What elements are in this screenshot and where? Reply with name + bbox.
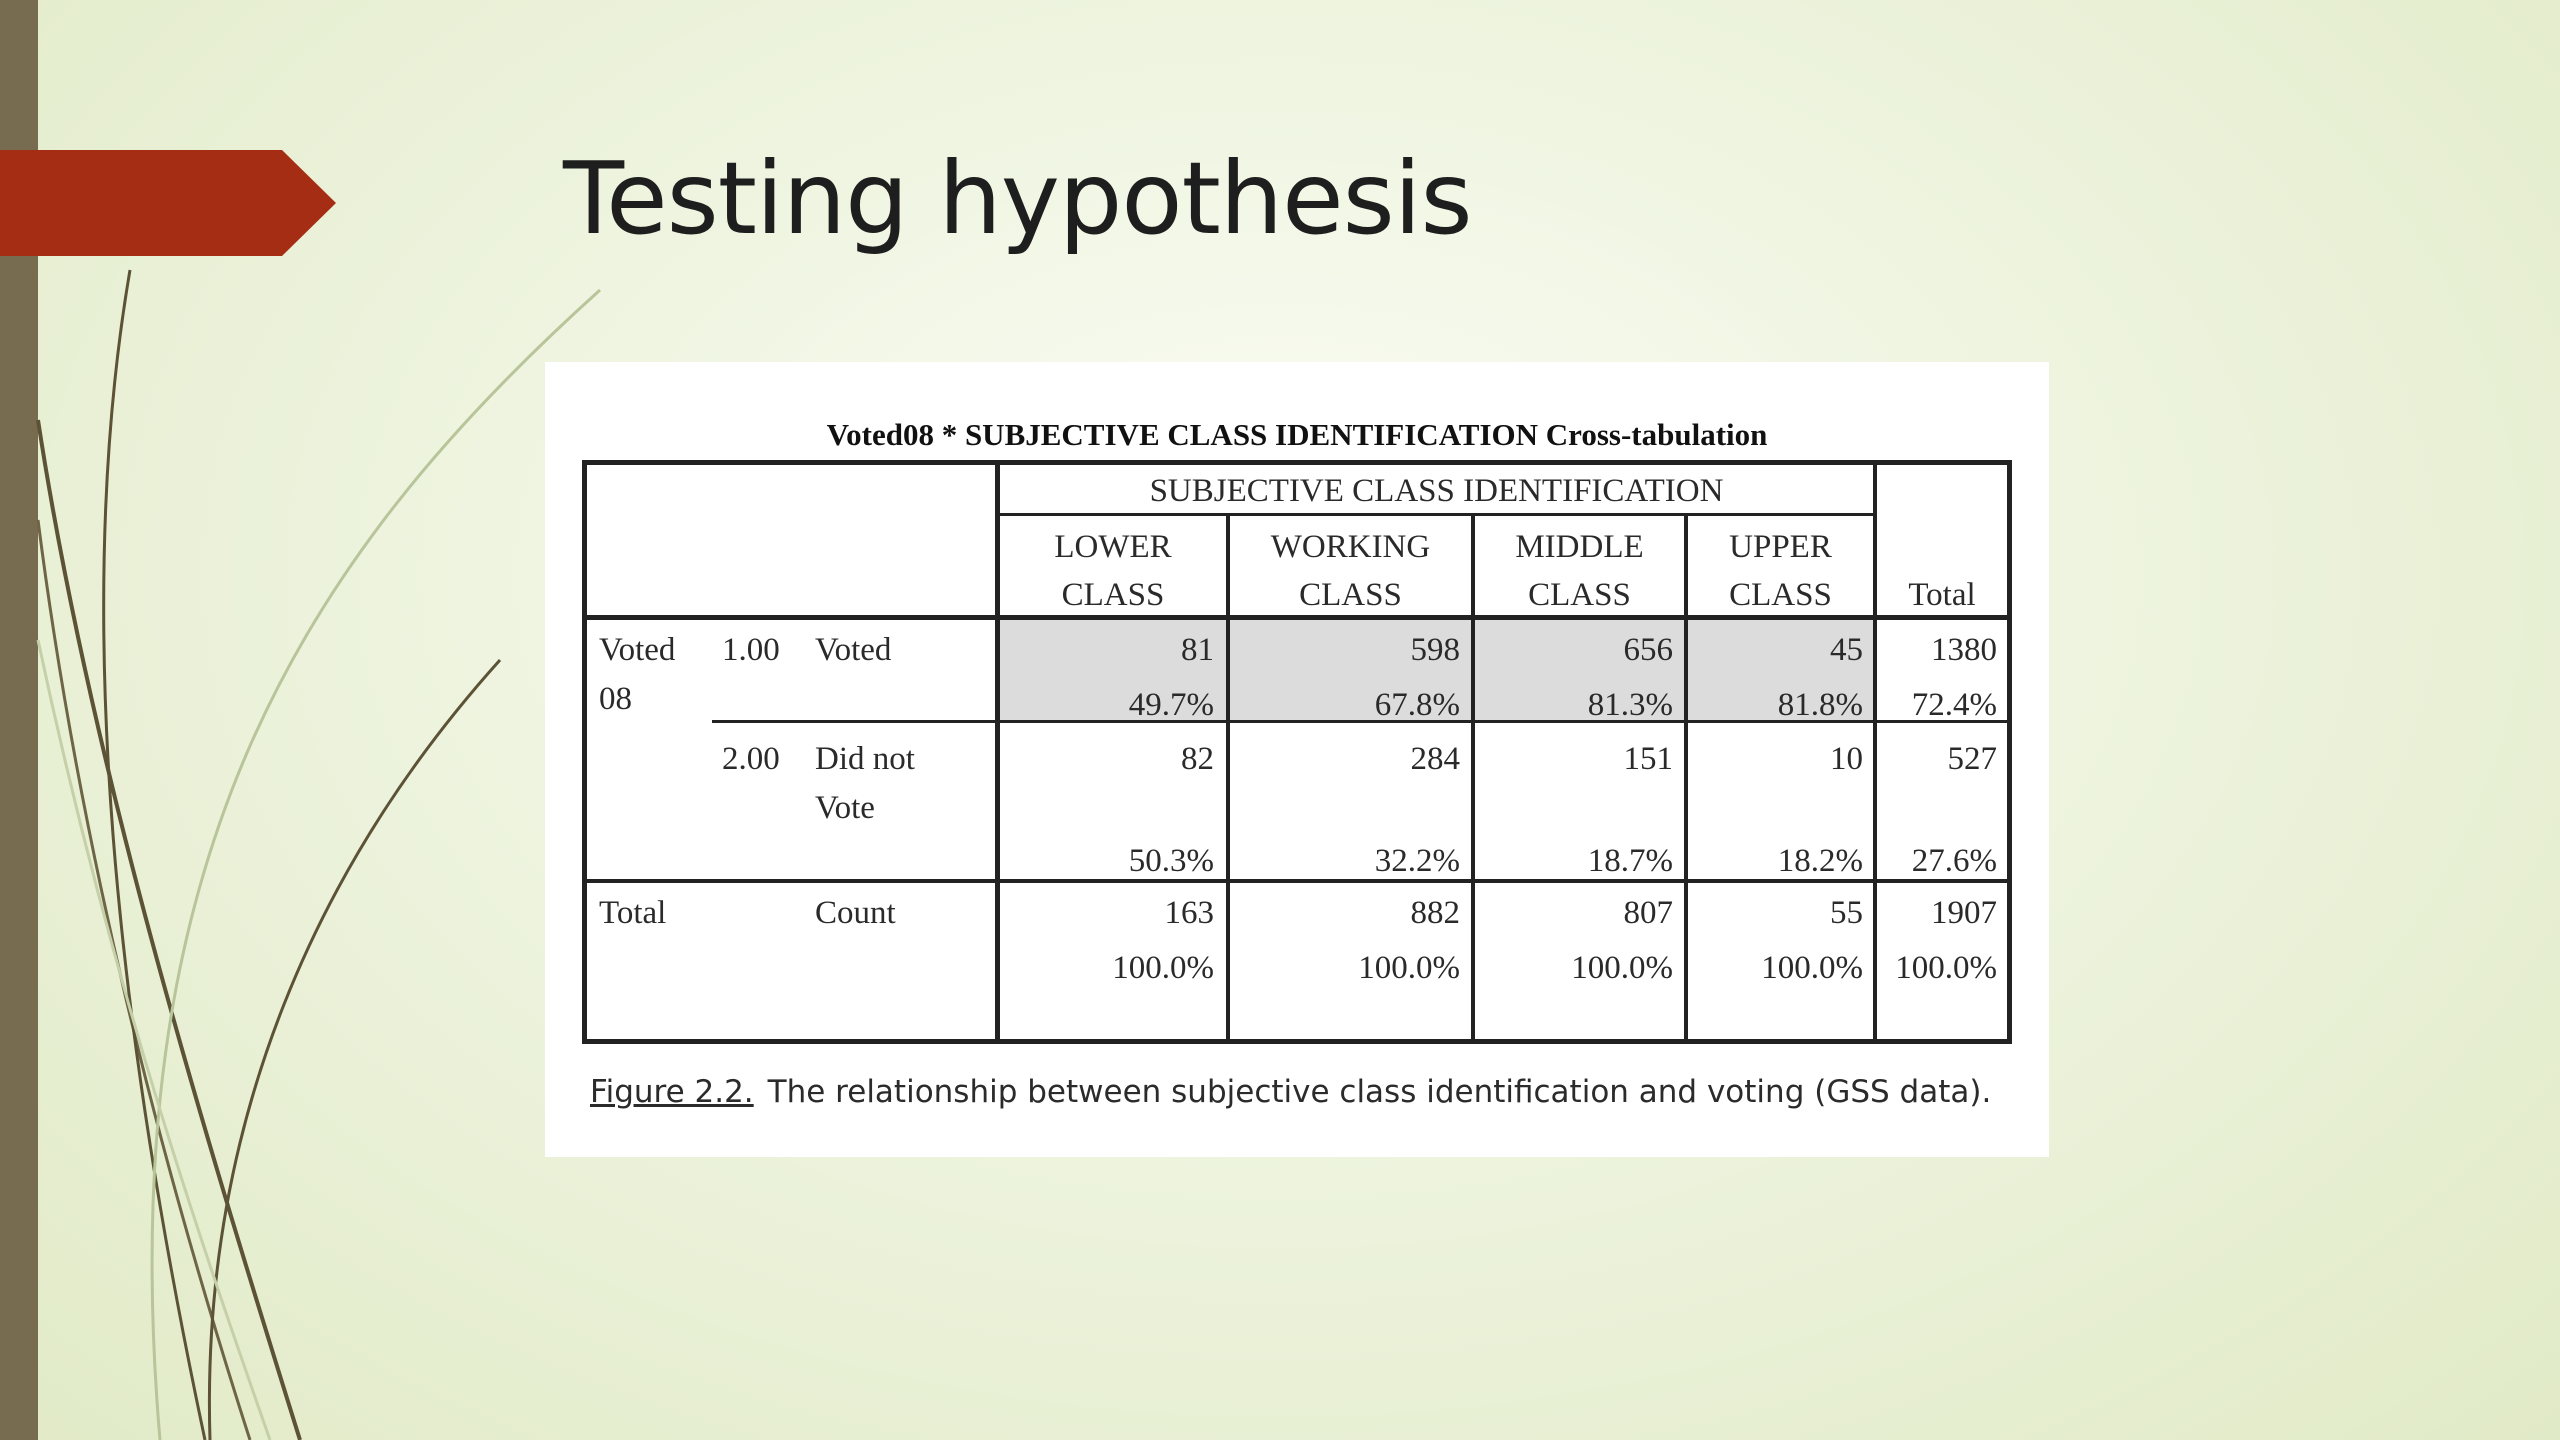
col-header-upper: CLASS (1729, 577, 1832, 613)
col-header-middle: CLASS (1528, 577, 1631, 613)
table-cell: 50.3% (1128, 843, 1214, 879)
table-cell: 27.6% (1911, 843, 1997, 879)
header-bottom-rule (587, 615, 2007, 620)
col-header-total: Total (1908, 577, 1976, 613)
col-header-lower: LOWER (1054, 529, 1172, 565)
table-cell: 81.8% (1777, 687, 1863, 723)
table-cell: 18.2% (1777, 843, 1863, 879)
row-code-did-not-vote: 2.00 (722, 741, 780, 777)
total-row-rule (587, 879, 2007, 883)
slide-title: Testing hypothesis (563, 140, 1472, 257)
col-header-working: CLASS (1299, 577, 1402, 613)
crosstab-table (582, 460, 2012, 1044)
table-cell: 72.4% (1911, 687, 1997, 723)
table-cell: 100.0% (1358, 950, 1460, 986)
table-cell: 100.0% (1761, 950, 1863, 986)
total-row-stat: Count (815, 895, 896, 931)
group-header: SUBJECTIVE CLASS IDENTIFICATION (1149, 473, 1724, 509)
table-cell: 1380 (1931, 632, 1997, 668)
table-cell: 100.0% (1112, 950, 1214, 986)
table-cell: 82 (1181, 741, 1214, 777)
table-cell: 32.2% (1374, 843, 1460, 879)
table-cell: 882 (1410, 895, 1460, 931)
col-header-working: WORKING (1270, 529, 1431, 565)
table-cell: 807 (1623, 895, 1673, 931)
row-variable-label: 08 (599, 681, 632, 717)
table-cell: 67.8% (1374, 687, 1460, 723)
table-cell: 151 (1623, 741, 1673, 777)
row-label-voted: Voted (815, 632, 892, 668)
figure-number: Figure 2.2. (590, 1074, 754, 1110)
table-cell: 81.3% (1587, 687, 1673, 723)
total-row-label: Total (599, 895, 667, 931)
figure-caption-text: The relationship between subjective class identification and voting (GSS data). (767, 1074, 1992, 1110)
table-cell: 18.7% (1587, 843, 1673, 879)
figure-panel (545, 362, 2049, 1157)
table-cell: 55 (1830, 895, 1863, 931)
row-code-voted: 1.00 (722, 632, 780, 668)
table-cell: 100.0% (1895, 950, 1997, 986)
table-cell: 163 (1164, 895, 1214, 931)
row-variable-label: Voted (599, 632, 676, 668)
figure-caption (590, 1074, 1991, 1110)
table-cell: 10 (1830, 741, 1863, 777)
table-cell: 100.0% (1571, 950, 1673, 986)
table-cell: 49.7% (1128, 687, 1214, 723)
table-cell: 45 (1830, 632, 1863, 668)
table-cell: 598 (1410, 632, 1460, 668)
row-label-did-not-vote: Did not (815, 741, 915, 777)
table-cell: 656 (1623, 632, 1673, 668)
col-header-lower: CLASS (1061, 577, 1165, 613)
title-accent-arrow (0, 150, 336, 256)
table-title: Voted08 * SUBJECTIVE CLASS IDENTIFICATION Cross-tabulation (826, 417, 1768, 452)
col-header-upper: UPPER (1729, 529, 1832, 565)
table-cell: 527 (1947, 741, 1997, 777)
table-cell: 1907 (1931, 895, 1997, 931)
group-header-underline (1000, 513, 1873, 516)
row-label-did-not-vote: Vote (815, 790, 875, 826)
table-cell: 284 (1410, 741, 1460, 777)
table-cell: 81 (1181, 632, 1214, 668)
col-header-middle: MIDDLE (1515, 529, 1644, 565)
